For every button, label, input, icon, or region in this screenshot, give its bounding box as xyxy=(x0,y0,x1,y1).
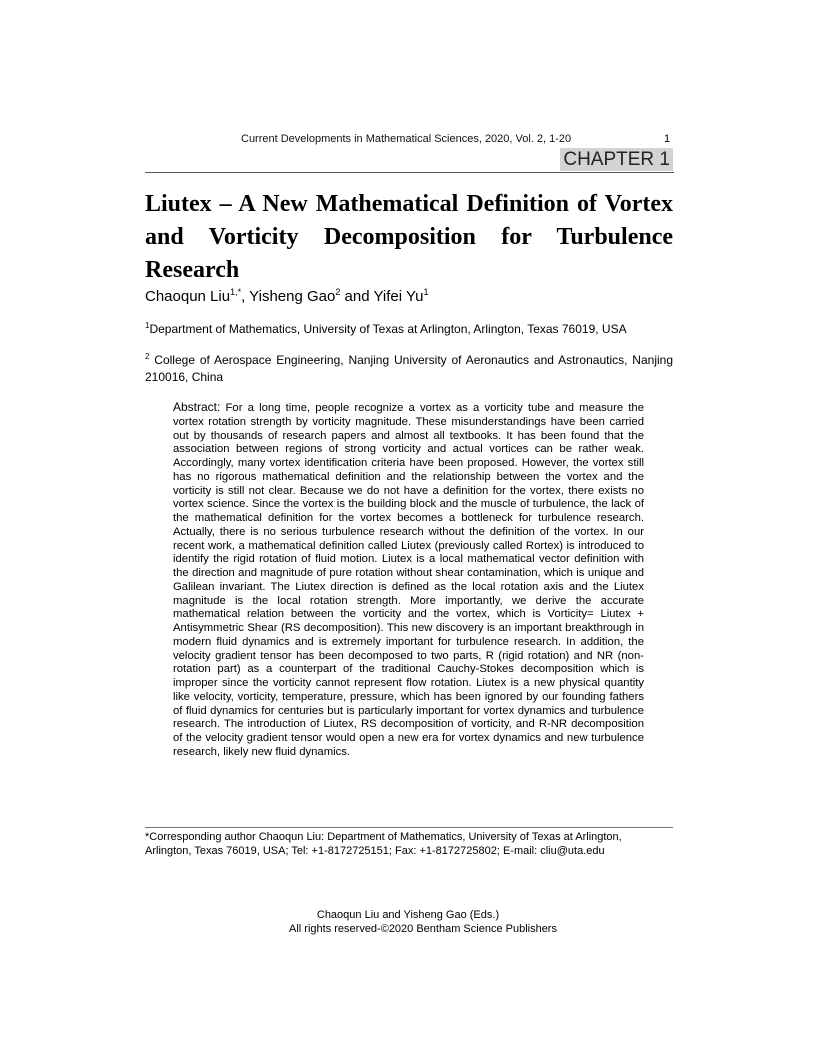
editors-line: Chaoqun Liu and Yisheng Gao (Eds.) xyxy=(316,909,500,921)
author-list xyxy=(145,287,429,307)
abstract-text: For a long time, people recognize a vortex as a vorticity tube and measure the vortex rotation strength by vorticity magnitude. These misunderstandings have been carried out by thousands of research papers and almost all textbooks. It has been found that the association between regions of strong vorticity and actual vortices can be rather weak. Accordingly, many vortex identification criteria have been proposed. However, the vortex still has no rigorous mathematical definition and the relationship between the vortex and the vorticity is still not clear. Because we do not have a definition for the vortex, there exists no vortex science. Since the vortex is the building block and the muscle of turbulence, the lack of the mathematical definition for the vortex becomes a bottleneck for turbulence research. Actually, there is no serious turbulence research without the definition of the vortex. In our recent work, a mathematical definition called Liutex (previously called Rortex) is introduced to identify the rigid rotation of fluid motion. Liutex is a local mathematical vector definition with the direction and magnitude of pure rotation without shear contamination, which is unique and Galilean invariant. The Liutex direction is defined as the local rotation axis and the Liutex magnitude is the local rotation strength. More importantly, we derive the accurate mathematical relation between the vorticity and the vortex, which is Vorticity= Liutex + Antisymmetric Shear (RS decomposition). This new discovery is an important breakthrough in modern fluid dynamics and is extremely important for turbulence research. In addition, the velocity gradient tensor has been decomposed to two parts, R (rigid rotation) and NR (non-rotation part) as a counterpart of the traditional Cauchy-Stokes decomposition which is improper since the vorticity cannot represent flow rotation. Liutex is a new physical quantity like velocity, vorticity, temperature, pressure, which has been ignored by our founding fathers of fluid dynamics for centuries but is particularly important for vortex dynamics and turbulence research. The introduction of Liutex, RS decomposition of vorticity, and R-NR decomposition of the velocity gradient tensor would open a new era for vortex dynamics and new turbulence research, likely new fluid dynamics. xyxy=(173,402,644,758)
abstract-label: Abstract: xyxy=(173,400,221,414)
paper-title: Liutex – A New Mathematical Definition of Vortex and Vorticity Decomposition for Turbulence Research xyxy=(145,191,673,283)
corresponding-author-footnote xyxy=(145,830,645,858)
author-affiliation-mark: 1 xyxy=(423,287,429,297)
affiliation-text: Department of Mathematics, University of Texas at Arlington, Arlington, Texas 76019, USA xyxy=(149,322,627,336)
affiliation-text: College of Aerospace Engineering, Nanjing University of Aeronautics and Astronautics, Nanjing 210016, China xyxy=(145,353,673,384)
affiliation xyxy=(145,352,673,386)
abstract xyxy=(173,401,644,760)
author-affiliation-mark: 1,* xyxy=(230,287,242,297)
running-head: Current Developments in Mathematical Sciences, 2020, Vol. 2, 1-20 xyxy=(241,133,572,145)
footnote-label: *Corresponding author Chaoqun Liu: xyxy=(145,831,325,843)
author-separator: and xyxy=(340,288,374,305)
affiliation xyxy=(145,321,673,338)
affiliation-mark: 1 xyxy=(145,321,150,330)
chapter-label: CHAPTER 1 xyxy=(560,148,673,171)
page-number: 1 xyxy=(664,133,671,145)
footnote-text: Department of Mathematics, University of Texas at Arlington, Arlington, Texas 76019, USA; Tel: +1-8172725151; Fax: +1-8172725802; E-mail: cliu@uta.edu xyxy=(145,831,622,857)
footnote-rule xyxy=(145,827,673,828)
author-name: Yifei Yu xyxy=(373,288,424,305)
affiliation-mark: 2 xyxy=(145,352,150,361)
header-rule xyxy=(145,172,674,173)
author-affiliation-mark: 2 xyxy=(335,287,341,297)
author-separator: , xyxy=(241,288,250,305)
author-name: Chaoqun Liu xyxy=(145,288,231,305)
author-name: Yisheng Gao xyxy=(249,288,336,305)
copyright-line: All rights reserved-©2020 Bentham Science Publishers xyxy=(289,923,557,935)
